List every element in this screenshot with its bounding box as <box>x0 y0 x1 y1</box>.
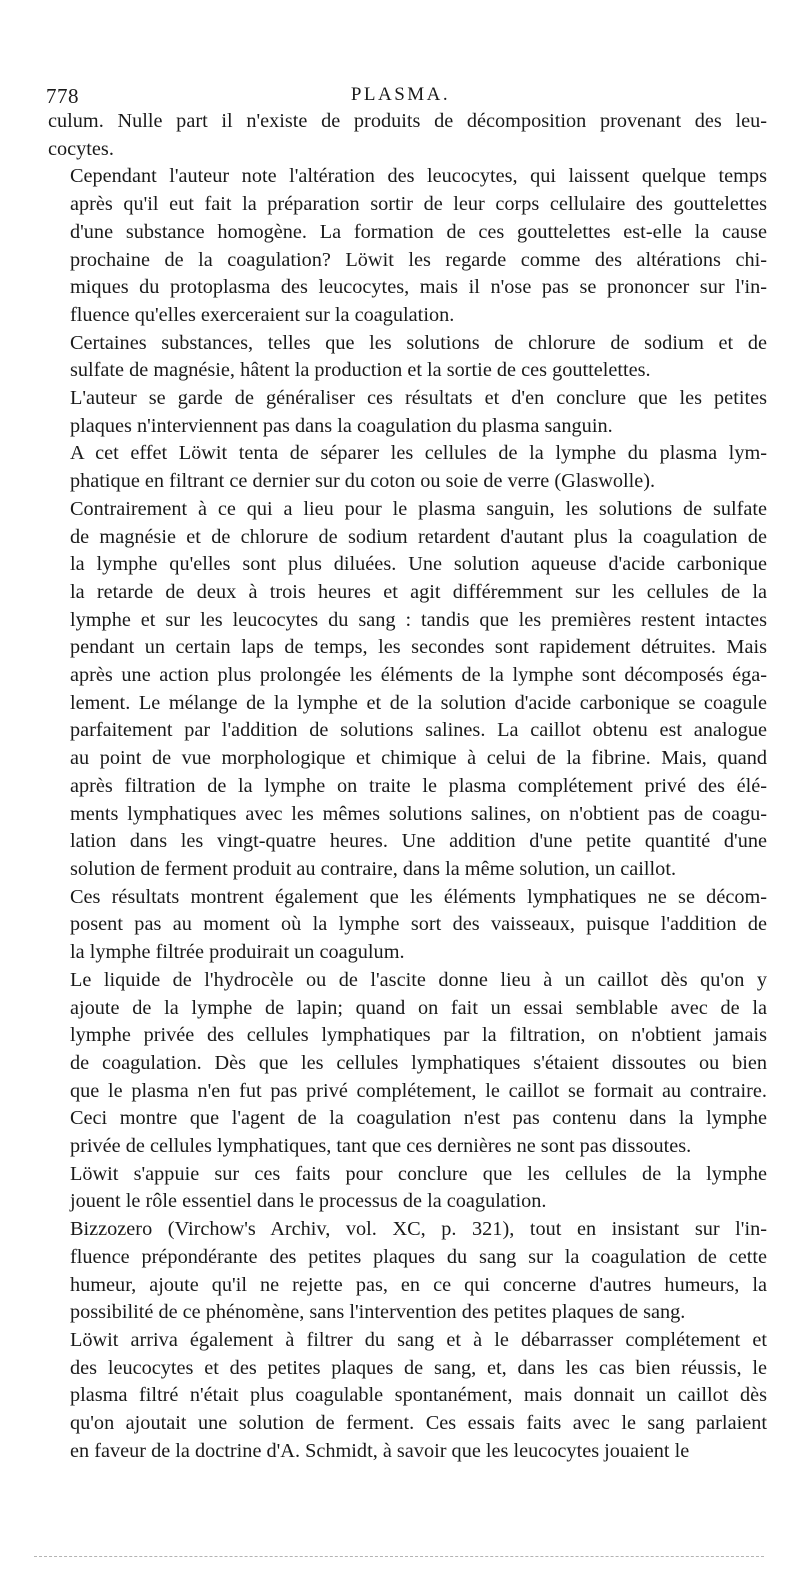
text-line: Ces résultats montrent également que les éléments lymphatiques ne se décom- <box>70 885 767 908</box>
text-line: A cet effet Löwit tenta de séparer les cellules de la lymphe du plasma lym- <box>70 442 767 465</box>
text-line: Cependant l'auteur note l'altération des leucocytes, qui laissent quelque temps <box>70 165 767 188</box>
text-line: cocytes. <box>48 137 114 160</box>
paragraph-11 <box>34 1327 767 1466</box>
paragraph-10 <box>34 1216 767 1327</box>
text-line: pendant un certain laps de temps, les secondes sont rapidement détruites. Mais <box>70 636 767 659</box>
text-line: qu'on ajoutait une solution de ferment. Ces essais faits avec le sang parlaient <box>70 1412 767 1435</box>
text-line: Löwit arriva également à filtrer du sang et à le débarrasser complétement et <box>70 1328 767 1351</box>
text-line: lement. Le mélange de la lymphe et de la solution d'acide carbonique se coagule <box>70 691 767 714</box>
text-line: L'auteur se garde de généraliser ces résultats et d'en conclure que les petites <box>70 387 767 410</box>
text-line: lymphe privée des cellules lymphatiques par la filtration, on n'obtient jamais <box>70 1024 767 1047</box>
page-number: 778 <box>46 84 79 108</box>
text-line: la lymphe qu'elles sont plus diluées. Une solution aqueuse d'acide carbonique <box>70 553 767 576</box>
text-line: après une action plus prolongée les éléments de la lymphe sont décomposés éga- <box>70 664 767 687</box>
text-line: de coagulation. Dès que les cellules lymphatiques s'étaient dissoutes ou bien <box>70 1051 767 1074</box>
text-line: après qu'il eut fait la préparation sortir de leur corps cellulaire des gouttelettes <box>70 193 767 216</box>
text-line: posent pas au moment où la lymphe sort des vaisseaux, puisque l'addition de <box>70 913 767 936</box>
text-line: la retarde de deux à trois heures et agit différemment sur les cellules de la <box>70 580 767 603</box>
text-line: jouent le rôle essentiel dans le processus de la coagulation. <box>70 1190 547 1213</box>
text-line: fluence qu'elles exerceraient sur la coagulation. <box>70 303 455 326</box>
text-line: plaques n'interviennent pas dans la coagulation du plasma sanguin. <box>70 414 613 437</box>
text-line: sulfate de magnésie, hâtent la production et la sortie de ces gouttelettes. <box>70 359 651 382</box>
text-line: Ceci montre que l'agent de la coagulation n'est pas contenu dans la lymphe <box>70 1107 767 1130</box>
text-line: Certaines substances, telles que les solutions de chlorure de sodium et de <box>70 331 767 354</box>
text-line: que le plasma n'en fut pas privé complétement, le caillot se formait au contraire. <box>70 1079 767 1102</box>
paragraph-3 <box>34 330 767 385</box>
paragraph-6 <box>34 496 767 884</box>
text-line: miques du protoplasma des leucocytes, mais il n'ose pas se prononcer sur l'in- <box>70 276 767 299</box>
text-line: ajoute de la lymphe de lapin; quand on fait un essai semblable avec de la <box>70 996 767 1019</box>
text-line: de magnésie et de chlorure de sodium retardent d'autant plus la coagulation de <box>70 525 767 548</box>
text-line: Le liquide de l'hydrocèle ou de l'ascite donne lieu à un caillot dès qu'on y <box>70 968 767 991</box>
text-line: lation dans les vingt-quatre heures. Une addition d'une petite quantité d'une <box>70 830 767 853</box>
text-line: solution de ferment produit au contraire, dans la même solution, un caillot. <box>70 857 677 880</box>
paragraph-8 <box>34 967 767 1161</box>
text-line: Contrairement à ce qui a lieu pour le plasma sanguin, les solutions de sulfate <box>70 497 767 520</box>
text-line: en faveur de la doctrine d'A. Schmidt, à savoir que les leucocytes jouaient le <box>70 1439 690 1462</box>
paragraph-7 <box>34 884 767 967</box>
paragraph-4 <box>34 385 767 440</box>
running-head: PLASMA. <box>350 84 451 105</box>
text-line: d'une substance homogène. La formation de ces gouttelettes est-elle la cause <box>70 220 767 243</box>
book-page <box>34 76 767 1465</box>
text-line: Bizzozero (Virchow's Archiv, vol. XC, p. 321), tout en insistant sur l'in- <box>70 1218 767 1241</box>
text-line: phatique en filtrant ce dernier sur du coton ou soie de verre (Glaswolle). <box>70 470 656 493</box>
text-line: plasma filtré n'était plus coagulable spontanément, mais donnait un caillot dès <box>70 1384 767 1407</box>
text-line: parfaitement par l'addition de solutions salines. La caillot obtenu est analogue <box>70 719 767 742</box>
text-line: lymphe et sur les leucocytes du sang : tandis que les premières restent intactes <box>70 608 767 631</box>
text-line: privée de cellules lymphatiques, tant que ces dernières ne sont pas dissoutes. <box>70 1135 692 1158</box>
bottom-rule <box>34 1556 764 1557</box>
paragraph-9 <box>34 1161 767 1216</box>
paragraph-1 <box>34 108 767 163</box>
text-line: au point de vue morphologique et chimique à celui de la fibrine. Mais, quand <box>70 747 767 770</box>
text-line: prochaine de la coagulation? Löwit les regarde comme des altérations chi- <box>70 248 767 271</box>
text-line: humeur, ajoute qu'il ne rejette pas, en ce qui concerne d'autres humeurs, la <box>70 1273 767 1296</box>
text-line: des leucocytes et des petites plaques de sang, et, dans les cas bien réussis, le <box>70 1356 767 1379</box>
paragraph-2 <box>34 163 767 329</box>
text-line: ments lymphatiques avec les mêmes solutions salines, on n'obtient pas de coagu- <box>70 802 767 825</box>
text-line: Löwit s'appuie sur ces faits pour conclure que les cellules de la lymphe <box>70 1162 767 1185</box>
text-line: possibilité de ce phénomène, sans l'intervention des petites plaques de sang. <box>70 1301 686 1324</box>
page-header <box>34 76 767 106</box>
text-line: la lymphe filtrée produirait un coagulum. <box>70 941 405 964</box>
text-line: après filtration de la lymphe on traite le plasma complétement privé des élé- <box>70 774 767 797</box>
paragraph-5 <box>34 440 767 495</box>
text-line: culum. Nulle part il n'existe de produits de décomposition provenant des leu- <box>48 110 767 132</box>
text-line: fluence prépondérante des petites plaques du sang sur la coagulation de cette <box>70 1245 767 1268</box>
body-text <box>34 108 767 1465</box>
